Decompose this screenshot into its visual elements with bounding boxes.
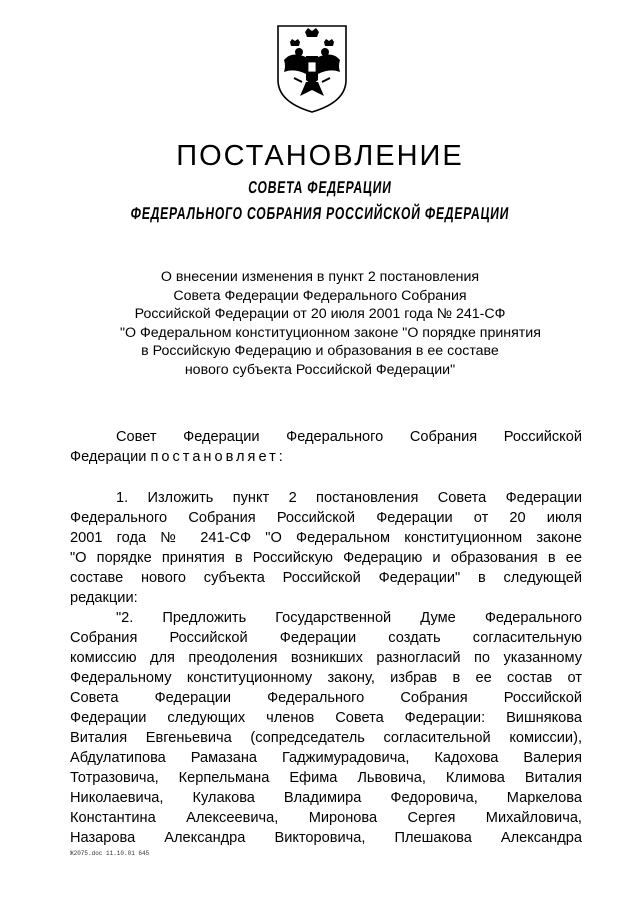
issuer-line-1: СОВЕТА ФЕДЕРАЦИИ [247, 178, 393, 197]
preamble-line [70, 447, 582, 467]
coat-of-arms-icon [272, 22, 352, 114]
document-title: ПОСТАНОВЛЕНИЕ [176, 140, 464, 172]
subject-line: Российской Федерации от 20 июля 2001 года № 241-СФ [134, 306, 506, 322]
preamble [70, 427, 582, 467]
preamble-line: Совет Федерации Федерального Собрания Российской [116, 429, 582, 445]
body-line: 1. Изложить пункт 2 постановления Совета Федерации [116, 490, 582, 506]
body-line: "О порядке принятия в Российскую Федерацию и образования в ее [70, 550, 582, 566]
document-subject [120, 268, 541, 379]
body-line: Федерации следующих членов Совета Федерации: Вишнякова [70, 710, 582, 726]
body-line: комиссию для преодоления возникших разногласий по указанному [70, 650, 582, 666]
body-line: составе нового субъекта Российской Федерации" в следующей [70, 570, 582, 586]
body-line: Николаевича, Кулакова Владимира Федоровича, Маркелова [70, 790, 582, 806]
subject-line: О внесении изменения в пункт 2 постановления [160, 269, 480, 285]
subject-line: нового субъекта Российской Федерации" [184, 361, 456, 378]
body-line: Совета Федерации Федерального Собрания Российской [70, 690, 582, 706]
body-line: Федерального Собрания Российской Федерации от 20 июля [70, 510, 582, 526]
issuer-line-2: ФЕДЕРАЛЬНОГО СОБРАНИЯ РОССИЙСКОЙ ФЕДЕРАЦИИ [129, 204, 511, 223]
file-reference: Ж2075.doc 11.10.01 645 [70, 850, 150, 857]
body-line: Федеральному конституционному закону, избрав в ее состав от [70, 670, 582, 686]
body-line: Виталия Евгеньевича (сопредседатель согласительной комиссии), [70, 730, 582, 746]
subject-line: "О Федеральном конституционном законе "О порядке принятия [120, 324, 541, 341]
body-line: Абдулатипова Рамазана Гаджимурадовича, Кадохова Валерия [70, 750, 582, 766]
document-body [70, 488, 582, 848]
body-line: Константина Алексеевича, Миронова Сергея Михайловича, [70, 810, 582, 826]
preamble-text: Федерации [70, 449, 151, 465]
body-line: 2001 года № 241-СФ "О Федеральном конституционном законе [70, 530, 582, 546]
body-line: Назарова Александра Викторовича, Плешакова Александра [70, 830, 582, 846]
body-line: Собрания Российской Федерации создать согласительную [70, 630, 582, 646]
body-line: Тотразовича, Керпельмана Ефима Львовича, Климова Виталия [70, 770, 582, 786]
subject-line: Совета Федерации Федерального Собрания [173, 287, 467, 304]
body-line: "2. Предложить Государственной Думе Федерального [116, 610, 582, 626]
subject-line: в Российскую Федерацию и образования в ее составе [141, 343, 499, 359]
resolves-word: постановляет: [150, 449, 286, 465]
body-line: редакции: [70, 590, 138, 606]
